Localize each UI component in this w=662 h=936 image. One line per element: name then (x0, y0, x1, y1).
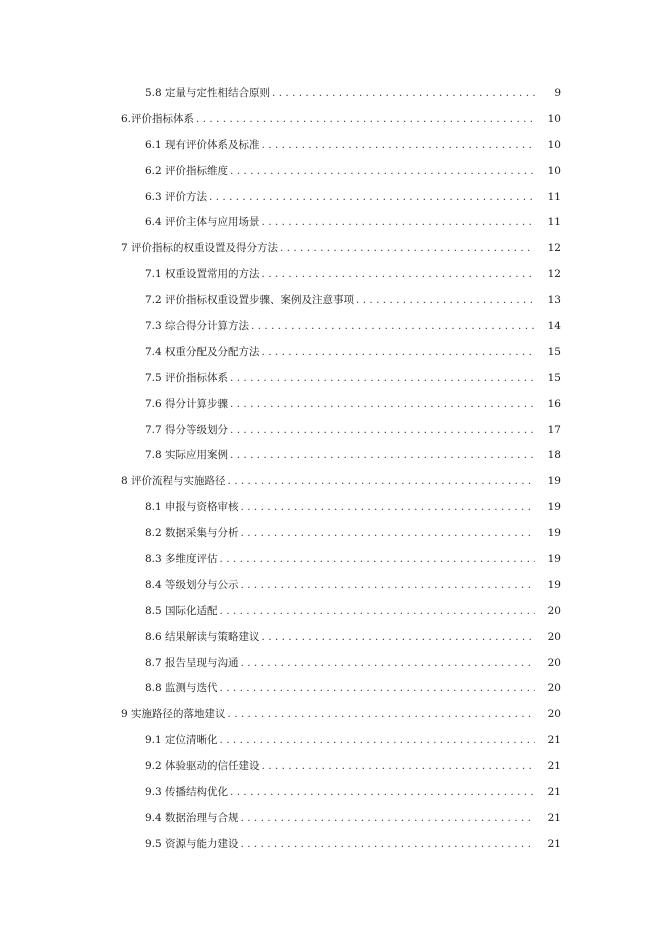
toc-entry[interactable] (0, 468, 662, 494)
toc-entry-title: 9.3 传播结构优化 (145, 785, 229, 798)
toc-entry-page: 10 (547, 112, 561, 125)
toc-entry-title: 7.2 评价指标权重设置步骤、案例及注意事项 (145, 294, 355, 307)
toc-entry-page: 16 (547, 397, 561, 410)
toc-entry-page: 19 (547, 552, 561, 565)
toc-entry-title: 6.评价指标体系 (121, 112, 195, 125)
toc-entry-page: 20 (547, 630, 561, 643)
dot-leader (356, 293, 535, 307)
toc-entry[interactable] (0, 546, 662, 572)
dot-leader (209, 190, 535, 204)
toc-entry-page: 11 (547, 216, 561, 229)
toc-entry-title: 9.2 体验驱动的信任建设 (145, 760, 260, 773)
toc-entry-page: 21 (547, 760, 561, 773)
toc-entry-page: 10 (547, 138, 561, 151)
dot-leader (262, 138, 535, 152)
dot-leader (230, 164, 535, 178)
toc-entry[interactable] (0, 520, 662, 546)
dot-leader (230, 785, 535, 799)
toc-entry[interactable] (0, 339, 662, 365)
toc-entry-page: 20 (547, 682, 561, 695)
toc-entry-title: 9.1 定位清晰化 (145, 734, 218, 747)
dot-leader (241, 500, 535, 514)
toc-entry-page: 19 (547, 475, 561, 488)
toc-entry[interactable] (0, 624, 662, 650)
dot-leader (228, 707, 535, 721)
toc-entry[interactable] (0, 158, 662, 184)
toc-entry[interactable] (0, 831, 662, 857)
dot-leader (280, 241, 535, 255)
toc-entry-title: 8.6 结果解读与策略建议 (145, 630, 260, 643)
toc-entry-title: 7.7 得分等级划分 (145, 423, 229, 436)
dot-leader (262, 215, 535, 229)
toc-entry-title: 7.3 综合得分计算方法 (145, 319, 250, 332)
toc-entry-title: 8.3 多维度评估 (145, 552, 218, 565)
toc-entry[interactable] (0, 572, 662, 598)
toc-entry-page: 9 (554, 86, 561, 99)
dot-leader (230, 371, 535, 385)
toc-entry-page: 21 (547, 837, 561, 850)
toc-entry-page: 13 (547, 294, 561, 307)
toc-entry-title: 8.2 数据采集与分析 (145, 527, 239, 540)
toc-entry[interactable] (0, 80, 662, 106)
toc-entry[interactable] (0, 442, 662, 468)
dot-leader (241, 811, 535, 825)
toc-entry-title: 7 评价指标的权重设置及得分方法 (121, 242, 279, 255)
toc-entry[interactable] (0, 209, 662, 235)
toc-entry[interactable] (0, 701, 662, 727)
toc-entry-page: 21 (547, 811, 561, 824)
table-of-contents (0, 80, 662, 857)
toc-entry-page: 19 (547, 527, 561, 540)
toc-entry[interactable] (0, 235, 662, 261)
dot-leader (230, 448, 535, 462)
toc-entry-page: 19 (547, 578, 561, 591)
toc-entry[interactable] (0, 261, 662, 287)
toc-entry-page: 20 (547, 604, 561, 617)
dot-leader (220, 733, 535, 747)
toc-entry-page: 21 (547, 734, 561, 747)
dot-leader (262, 630, 535, 644)
toc-entry[interactable] (0, 313, 662, 339)
toc-entry-page: 19 (547, 501, 561, 514)
toc-entry[interactable] (0, 727, 662, 753)
toc-entry-title: 8.1 申报与资格审核 (145, 501, 239, 514)
dot-leader (230, 397, 535, 411)
toc-entry[interactable] (0, 391, 662, 417)
toc-entry[interactable] (0, 494, 662, 520)
toc-entry-title: 7.4 权重分配及分配方法 (145, 345, 260, 358)
toc-entry-page: 18 (547, 449, 561, 462)
toc-entry-page: 11 (547, 190, 561, 203)
toc-entry-title: 7.1 权重设置常用的方法 (145, 268, 260, 281)
toc-entry-title: 7.5 评价指标体系 (145, 371, 229, 384)
toc-entry-title: 6.4 评价主体与应用场景 (145, 216, 260, 229)
dot-leader (241, 578, 535, 592)
dot-leader (251, 319, 535, 333)
dot-leader (262, 267, 535, 281)
toc-entry-title: 6.3 评价方法 (145, 190, 208, 203)
dot-leader (241, 526, 535, 540)
toc-entry[interactable] (0, 287, 662, 313)
dot-leader (241, 837, 535, 851)
dot-leader (230, 423, 535, 437)
toc-entry-page: 15 (547, 371, 561, 384)
toc-entry[interactable] (0, 779, 662, 805)
toc-entry-page: 20 (547, 708, 561, 721)
dot-leader (220, 552, 535, 566)
toc-entry-page: 17 (547, 423, 561, 436)
toc-entry[interactable] (0, 598, 662, 624)
toc-entry-title: 8.8 监测与迭代 (145, 682, 218, 695)
dot-leader (196, 112, 535, 126)
toc-entry-title: 6.1 现有评价体系及标准 (145, 138, 260, 151)
toc-entry[interactable] (0, 805, 662, 831)
toc-entry-title: 8.5 国际化适配 (145, 604, 218, 617)
toc-entry-title: 9.4 数据治理与合规 (145, 811, 239, 824)
toc-entry[interactable] (0, 417, 662, 443)
toc-entry-title: 7.6 得分计算步骤 (145, 397, 229, 410)
dot-leader (220, 604, 535, 618)
toc-entry[interactable] (0, 184, 662, 210)
dot-leader (220, 681, 535, 695)
toc-entry-page: 10 (547, 164, 561, 177)
toc-entry[interactable] (0, 106, 662, 132)
toc-entry-title: 6.2 评价指标维度 (145, 164, 229, 177)
toc-entry-page: 20 (547, 656, 561, 669)
dot-leader (228, 474, 535, 488)
toc-entry-title: 8.4 等级划分与公示 (145, 578, 239, 591)
toc-entry-page: 14 (547, 319, 561, 332)
toc-entry-page: 12 (547, 242, 561, 255)
dot-leader (241, 656, 535, 670)
toc-entry[interactable] (0, 675, 662, 701)
dot-leader (262, 345, 535, 359)
toc-entry-page: 21 (547, 785, 561, 798)
toc-entry-page: 12 (547, 268, 561, 281)
toc-entry-title: 5.8 定量与定性相结合原则 (145, 86, 271, 99)
toc-entry[interactable] (0, 650, 662, 676)
toc-entry-title: 7.8 实际应用案例 (145, 449, 229, 462)
toc-entry-title: 9.5 资源与能力建设 (145, 837, 239, 850)
toc-entry-title: 8 评价流程与实施路径 (121, 475, 226, 488)
toc-entry[interactable] (0, 365, 662, 391)
toc-entry[interactable] (0, 132, 662, 158)
toc-entry-page: 15 (547, 345, 561, 358)
dot-leader (272, 86, 535, 100)
toc-entry-title: 9 实施路径的落地建议 (121, 708, 226, 721)
dot-leader (262, 759, 535, 773)
toc-entry[interactable] (0, 753, 662, 779)
toc-entry-title: 8.7 报告呈现与沟通 (145, 656, 239, 669)
